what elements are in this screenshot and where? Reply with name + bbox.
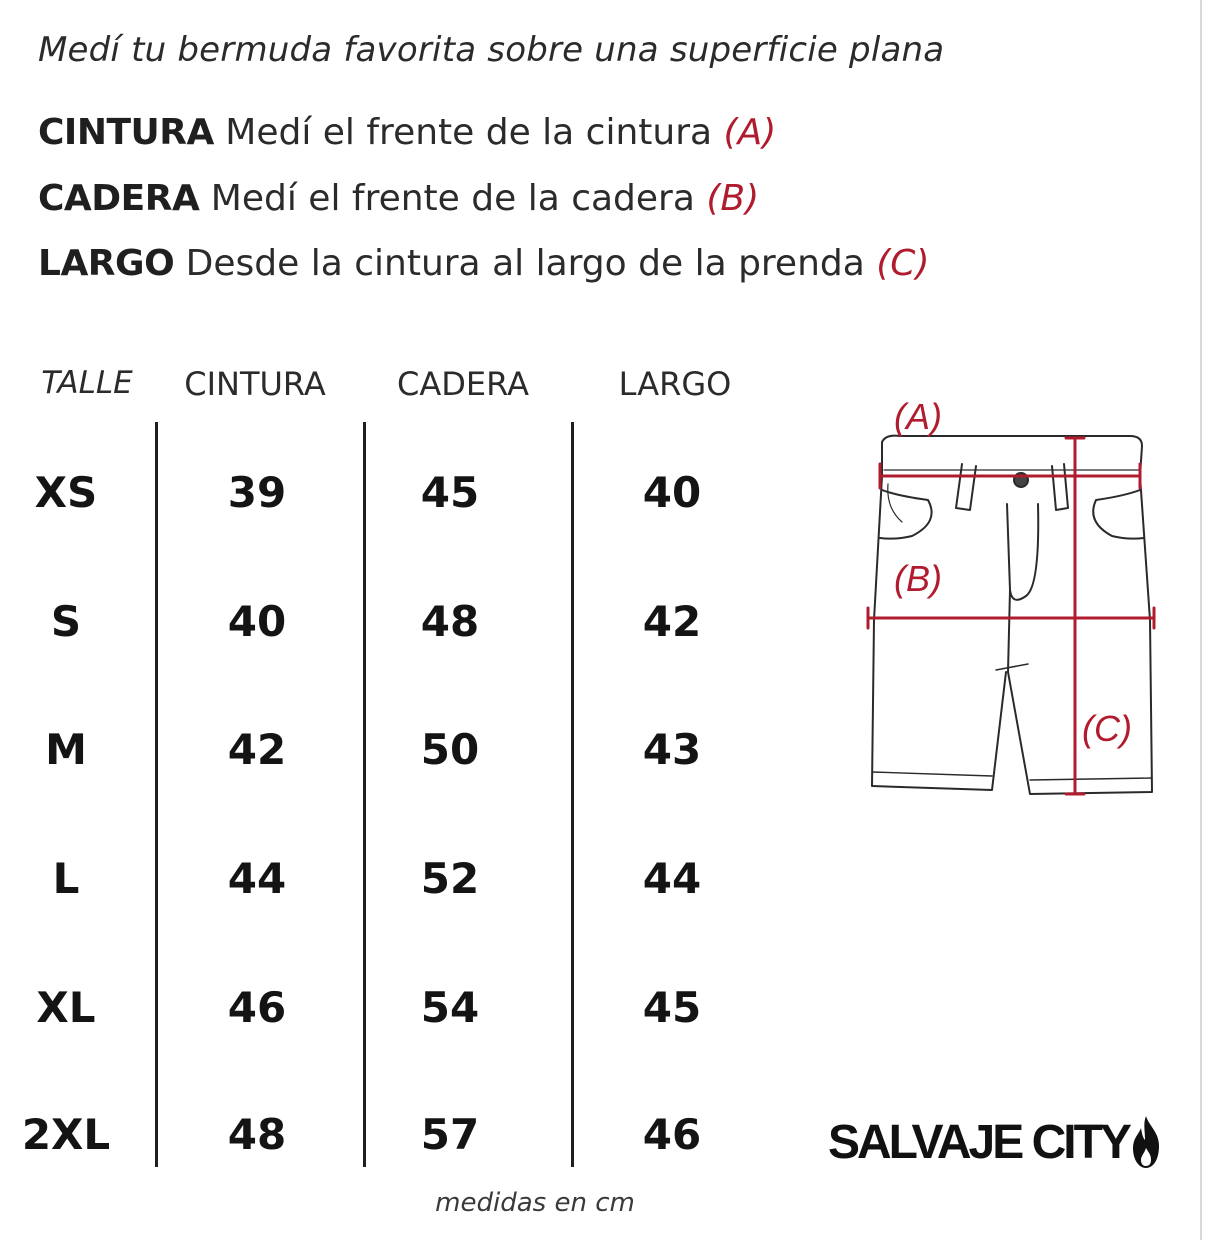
- cell-cintura: 44: [227, 854, 287, 903]
- instruction-text: Desde la cintura al largo de la prenda: [185, 243, 865, 284]
- table-row: [0, 1110, 780, 1170]
- header-cintura: CINTURA: [184, 365, 326, 403]
- cell-size: L: [52, 854, 80, 903]
- column-divider: [571, 422, 574, 1167]
- instruction-text: Medí el frente de la cadera: [210, 178, 695, 219]
- instruction-text: Medí el frente de la cintura: [225, 112, 713, 153]
- cell-cintura: 46: [227, 983, 287, 1032]
- cell-largo: 40: [642, 468, 702, 517]
- intro-text: Medí tu bermuda favorita sobre una superficie plana: [38, 30, 945, 70]
- cell-size: S: [50, 597, 82, 646]
- cell-cadera: 52: [420, 854, 480, 903]
- cell-largo: 44: [642, 854, 702, 903]
- cell-cadera: 54: [420, 983, 480, 1032]
- cell-cintura: 48: [227, 1110, 287, 1159]
- cell-cadera: 48: [420, 597, 480, 646]
- cell-size: XL: [36, 983, 96, 1032]
- instruction-largo: [38, 243, 930, 284]
- table-row: [0, 597, 780, 657]
- instruction-cintura: [38, 112, 776, 153]
- instruction-cadera: [38, 178, 759, 219]
- cell-largo: 43: [642, 725, 702, 774]
- instruction-key: CINTURA: [38, 112, 214, 153]
- instruction-code: (C): [876, 243, 930, 284]
- brand-name: SALVAJE CITY: [828, 1115, 1129, 1169]
- footnote-units: medidas en cm: [435, 1188, 635, 1218]
- cell-cadera: 57: [420, 1110, 480, 1159]
- shorts-diagram: [860, 390, 1170, 810]
- flame-icon: [1131, 1114, 1161, 1170]
- table-row: [0, 983, 780, 1043]
- column-divider: [363, 422, 366, 1167]
- table-row: [0, 725, 780, 785]
- instruction-key: LARGO: [38, 243, 175, 284]
- instruction-key: CADERA: [38, 178, 200, 219]
- instruction-code: (B): [706, 178, 760, 219]
- cell-largo: 45: [642, 983, 702, 1032]
- cell-cintura: 39: [227, 468, 287, 517]
- label-c: (C): [1082, 708, 1132, 749]
- cell-size: XS: [34, 468, 98, 517]
- column-divider: [155, 422, 158, 1167]
- header-cadera: CADERA: [397, 365, 529, 403]
- cell-cadera: 45: [420, 468, 480, 517]
- cell-cadera: 50: [420, 725, 480, 774]
- right-edge-rule: [1200, 0, 1202, 1240]
- instruction-code: (A): [723, 112, 777, 153]
- cell-size: M: [45, 725, 87, 774]
- cell-largo: 46: [642, 1110, 702, 1159]
- header-largo: LARGO: [618, 365, 732, 403]
- header-talle: TALLE: [41, 365, 133, 401]
- table-row: [0, 468, 780, 528]
- table-row: [0, 854, 780, 914]
- cell-size: 2XL: [21, 1110, 111, 1159]
- cell-cintura: 40: [227, 597, 287, 646]
- cell-largo: 42: [642, 597, 702, 646]
- brand-logo: [828, 1112, 1161, 1172]
- cell-cintura: 42: [227, 725, 287, 774]
- label-a: (A): [894, 396, 942, 437]
- label-b: (B): [894, 558, 942, 599]
